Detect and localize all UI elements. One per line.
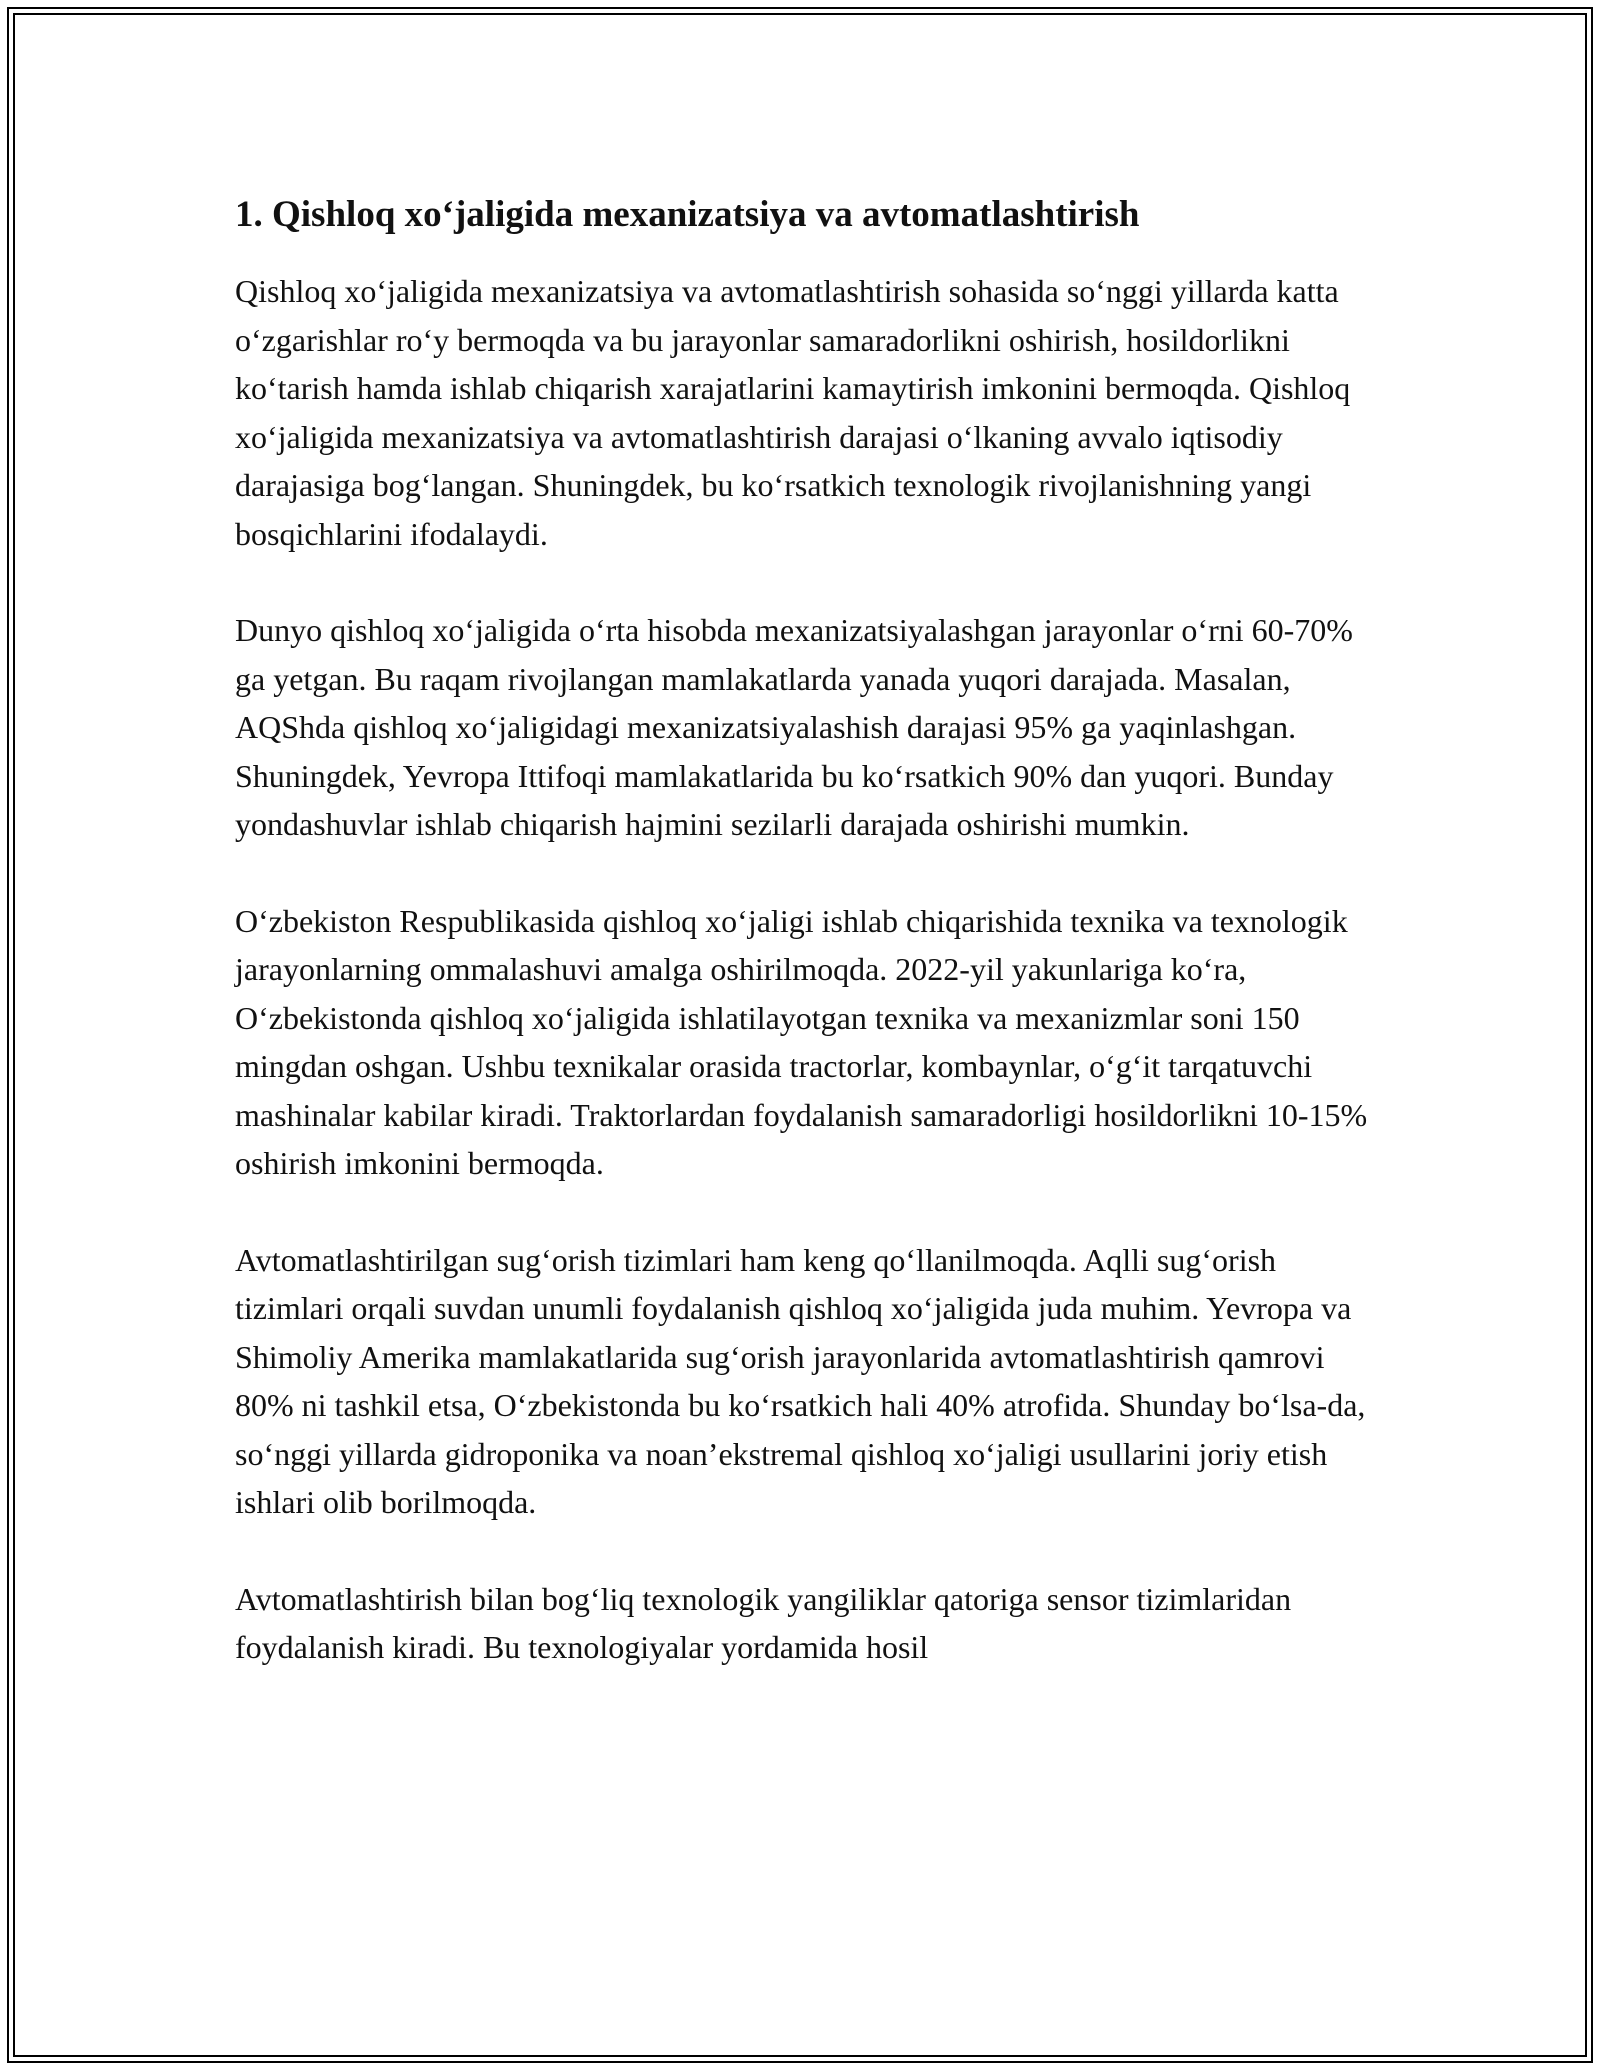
paragraph-4: Avtomatlashtirilgan sug‘orish tizimlari ham keng qo‘llanilmoqda. Aqlli sug‘orish tizimlari orqali suvdan unumli foydalanish qishloq xo‘jaligida juda muhim. Yevropa va Shimoliy Amerika mamlakatlarida sug‘orish jarayonlarida avtomatlashtirish qamrovi 80% ni tashkil etsa, O‘zbekistonda bu ko‘rsatkich hali 40% atrofida. Shunday bo‘lsa-da, so‘nggi yillarda gidroponika va noan’ekstremal qishloq xo‘jaligi usullarini joriy etish ishlari olib borilmoqda. (235, 1241, 1366, 1520)
section-heading: 1. Qishloq xo‘jaligida mexanizatsiya va avtomatlashtirish (235, 194, 1140, 235)
paragraph-2: Dunyo qishloq xo‘jaligida o‘rta hisobda mexanizatsiyalashgan jarayonlar o‘rni 60-70% ga yetgan. Bu raqam rivojlangan mamlakatlarda yanada yuqori darajada. Masalan, AQShda qishloq xo‘jaligidagi mexanizatsiyalashish darajasi 95% ga yaqinlashgan. Shuningdek, Yevropa Ittifoqi mamlakatlarida bu ko‘rsatkich 90% dan yuqori. Bunday yondashuvlar ishlab chiqarish hajmini sezilarli darajada oshirishi mumkin. (235, 612, 1353, 842)
document-body (235, 185, 1375, 1720)
paragraph-3: O‘zbekiston Respublikasida qishloq xo‘jaligi ishlab chiqarishida texnika va texnologik jarayonlarning ommalashuvi amalga oshirilmoqda. 2022-yil yakunlariga ko‘ra, O‘zbekistonda qishloq xo‘jaligida ishlatilayotgan texnika va mexanizmlar soni 150 mingdan oshgan. Ushbu texnikalar orasida tractorlar, kombaynlar, o‘g‘it tarqatuvchi mashinalar kabilar kiradi. Traktorlardan foydalanish samaradorligi hosildorlikni 10-15% oshirish imkonini bermoqda. (235, 902, 1368, 1181)
paragraph-5: Avtomatlashtirish bilan bog‘liq texnologik yangiliklar qatoriga sensor tizimlaridan foydalanish kiradi. Bu texnologiyalar yordamida hosil (235, 1580, 1292, 1665)
paragraph-1: Qishloq xo‘jaligida mexanizatsiya va avtomatlashtirish sohasida so‘nggi yillarda katta o‘zgarishlar ro‘y bermoqda va bu jarayonlar samaradorlikni oshirish, hosildorlikni ko‘tarish hamda ishlab chiqarish xarajatlarini kamaytirish imkonini bermoqda. Qishloq xo‘jaligida mexanizatsiya va avtomatlashtirish darajasi o‘lkaning avvalo iqtisodiy darajasiga bog‘langan. Shuningdek, bu ko‘rsatkich texnologik rivojlanishning yangi bosqichlarini ifodalaydi. (235, 273, 1351, 552)
